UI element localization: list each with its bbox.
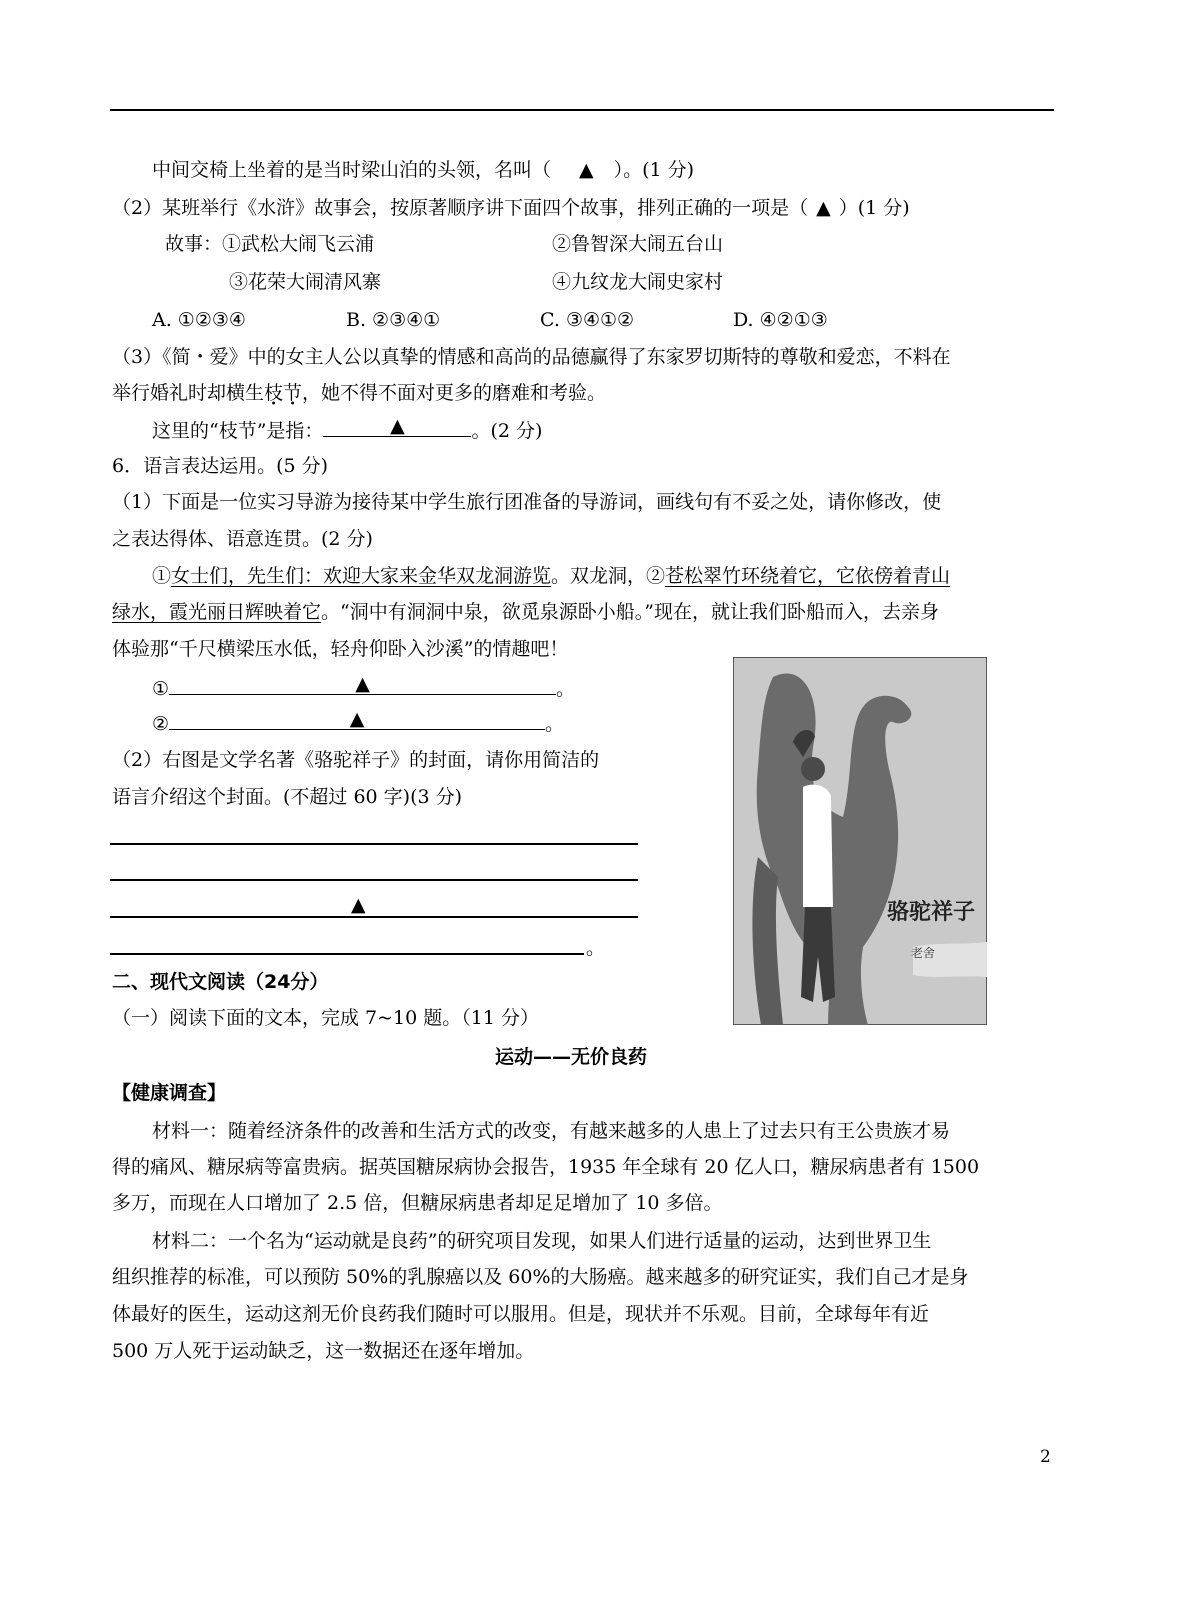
guide-text-line2: 绿水，霞光丽日辉映着它。“洞中有洞洞中泉，欲觅泉源卧小船。”现在，就让我们卧船而入，去亲身 [112, 601, 939, 623]
header-rule [110, 109, 1054, 111]
story4: ④九纹龙大闹史家村 [552, 271, 724, 293]
answer-line-2: ② ▲ 。 [152, 708, 565, 735]
q5-part3-question: 这里的“枝节”是指： ▲ 。(2 分) [152, 415, 543, 442]
writing-line [110, 916, 638, 918]
writing-line [110, 953, 584, 955]
answer-triangle: ▲ [816, 197, 831, 219]
answer-blank: ▲ [323, 418, 471, 437]
q5-part3-line1: （3）《简・爱》中的女主人公以真挚的情感和高尚的品德赢得了东家罗切斯特的尊敬和爱恋，不料在 [112, 346, 951, 368]
answer-blank: ▲ [169, 711, 545, 730]
book-cover-image [733, 657, 987, 1025]
q5-part3-line2: 举行婚礼时却横生枝节，她不得不面对更多的磨难和考验。 [112, 382, 607, 404]
guide-text-line1: ①女士们，先生们：欢迎大家来金华双龙洞游览。双龙洞，②苍松翠竹环绕着它，它依傍着青山 [152, 565, 951, 587]
answer-line-1: ① ▲ 。 [152, 673, 576, 700]
material2-line4: 500 万人死于运动缺乏，这一数据还在逐年增加。 [112, 1340, 535, 1362]
q5-part2: （2）某班举行《水浒》故事会，按原著顺序讲下面四个故事，排列正确的一项是（ ▲ ）(1 分) [112, 197, 910, 219]
material1-line1: 材料一：随着经济条件的改善和生活方式的改变，有越来越多的人患上了过去只有王公贵族才易 [152, 1120, 951, 1142]
cover-title: 骆驼祥子 [886, 900, 976, 925]
answer-triangle: ▲ [351, 894, 366, 916]
writing-line [110, 843, 638, 845]
option-d: D. ④②①③ [733, 309, 828, 331]
q5-line1: 中间交椅上坐着的是当时梁山泊的头领，名叫（ ▲ ）。(1 分) [152, 159, 695, 181]
answer-triangle: ▲ [579, 159, 594, 181]
q6-part1-line2: 之表达得体、语意连贯。(2 分) [112, 528, 373, 550]
stories-row1: 故事：①武松大闹飞云浦 [165, 233, 375, 255]
section-sub: （一）阅读下面的文本，完成 7~10 题。（11 分） [112, 1007, 539, 1029]
story3: ③花荣大闹清风寨 [229, 271, 382, 293]
q6-part2-line2: 语言介绍这个封面。(不超过 60 字)(3 分) [112, 786, 463, 808]
writing-end: 。 [586, 937, 606, 959]
material1-line3: 多万，而现在人口增加了 2.5 倍，但糖尿病患者却足足增加了 10 多倍。 [112, 1192, 723, 1214]
material2-line2: 组织推荐的标准，可以预防 50%的乳腺癌以及 60%的大肠癌。越来越多的研究证实，我们自己才是身 [112, 1266, 969, 1288]
page-number: 2 [1040, 1447, 1051, 1467]
option-c: C. ③④①② [540, 309, 635, 331]
material2-line3: 体最好的医生，运动这剂无价良药我们随时可以服用。但是，现状并不乐观。目前，全球每年有近 [112, 1303, 930, 1325]
option-a: A. ①②③④ [152, 309, 246, 331]
option-b: B. ②③④① [346, 309, 441, 331]
material2-line1: 材料二：一个名为“运动就是良药”的研究项目发现，如果人们进行适量的运动，达到世界卫生 [152, 1230, 932, 1252]
story2: ②鲁智深大闹五台山 [552, 233, 724, 255]
article-title: 运动——无价良药 [495, 1046, 648, 1068]
q6-part1-line1: （1）下面是一位实习导游为接待某中学生旅行团准备的导游词，画线句有不妥之处，请你修改，使 [112, 491, 942, 513]
answer-blank: ▲ [169, 676, 556, 695]
cover-author: 老舍 [910, 946, 936, 960]
guide-text-line3: 体验那“千尺横梁压水低，轻舟仰卧入沙溪”的情趣吧！ [112, 638, 569, 660]
q6-title: 6．语言表达运用。(5 分) [112, 455, 329, 477]
q6-part2-line1: （2）右图是文学名著《骆驼祥子》的封面，请你用简洁的 [112, 749, 600, 771]
material1-line2: 得的痛风、糖尿病等富贵病。据英国糖尿病协会报告，1935 年全球有 20 亿人口，糖尿病患者有 1500 [112, 1156, 980, 1178]
article-heading: 【健康调查】 [112, 1082, 227, 1104]
section-title: 二、现代文阅读（24分） [112, 971, 329, 993]
writing-line [110, 879, 638, 881]
